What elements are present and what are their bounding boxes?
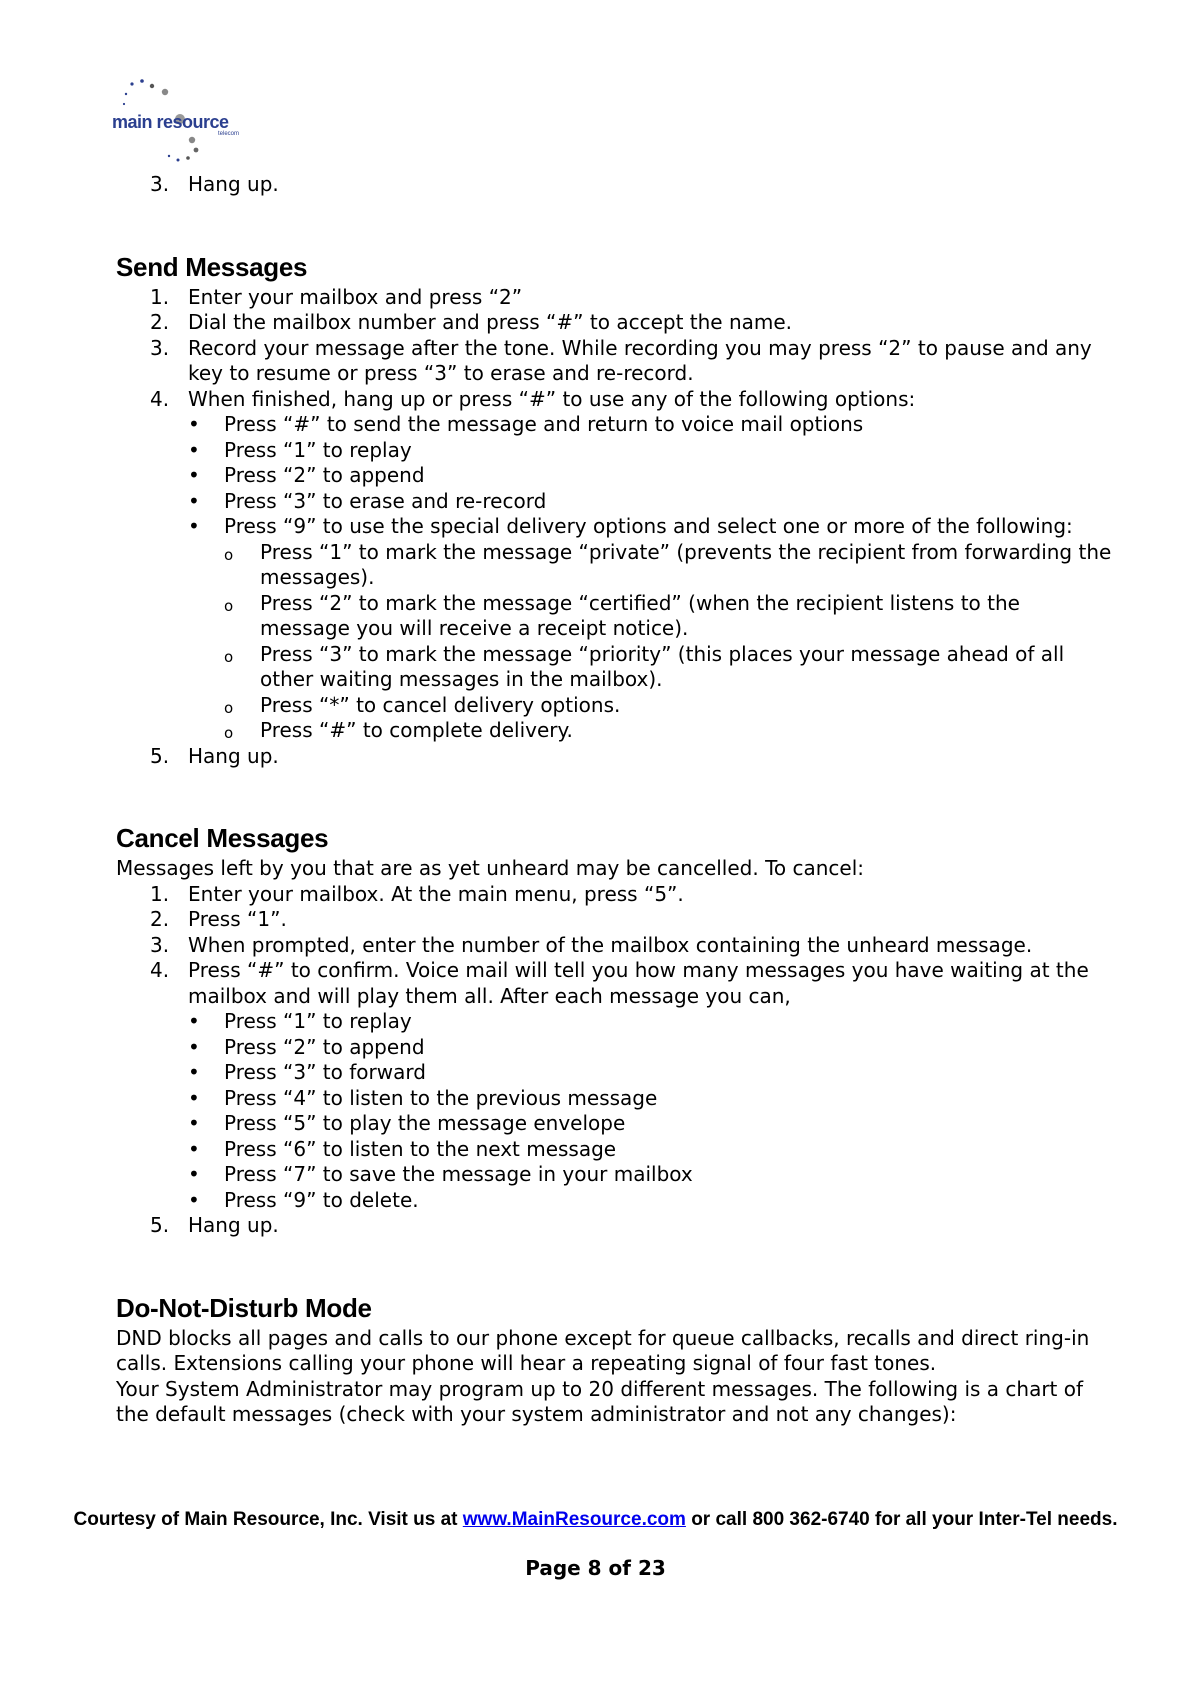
- circle-bullet-icon: o: [224, 596, 234, 615]
- bullet-text: Press “6” to listen to the next message: [224, 1136, 617, 1161]
- item-text: Press “#” to confirm. Voice mail will tell you how many messages you have waiting at the mailbox and will play them all. After each message you can,: [188, 958, 1089, 1008]
- bullet-icon: •: [188, 1111, 200, 1135]
- item-text: Hang up.: [188, 172, 279, 196]
- cancel-intro-text: Messages left by you that are as yet unheard may be cancelled. To cancel:: [116, 856, 865, 880]
- footer-courtesy-text: Courtesy of Main Resource, Inc. Visit us at: [73, 1509, 458, 1530]
- item-number: 4.: [150, 386, 170, 411]
- bullet-icon: •: [188, 1034, 200, 1059]
- bullet-text: Press “4” to listen to the previous message: [224, 1085, 658, 1110]
- sub-bullet-item: [116, 718, 1116, 744]
- circle-bullet-icon: o: [224, 698, 234, 717]
- item-number: 5.: [150, 1213, 170, 1237]
- section-heading-send-messages: Send Messages: [116, 251, 308, 282]
- list-item: [116, 285, 1116, 311]
- main-resource-link[interactable]: www.MainResource.com: [462, 1509, 686, 1530]
- item-text: Enter your mailbox. At the main menu, press “5”.: [188, 881, 684, 906]
- bullet-item: [116, 1035, 1116, 1061]
- bullet-item: [116, 1188, 1116, 1214]
- item-number: 3.: [150, 335, 170, 360]
- item-number: 2.: [150, 310, 170, 334]
- bullet-text: Press “2” to append: [224, 463, 425, 487]
- circle-bullet-icon: o: [224, 647, 234, 666]
- bullet-icon: •: [188, 488, 200, 513]
- item-text: Record your message after the tone. While recording you may press “2” to pause and any key to resume or press “3” to erase and re-record.: [188, 335, 1092, 385]
- bullet-icon: •: [188, 1009, 200, 1033]
- list-item: [116, 882, 1116, 908]
- bullet-icon: •: [188, 437, 200, 462]
- bullet-icon: •: [188, 1187, 200, 1212]
- bullet-icon: •: [188, 1060, 200, 1084]
- item-number: 1.: [150, 284, 170, 309]
- document-body: [116, 172, 1116, 1428]
- list-item: [116, 310, 1116, 336]
- bullet-item: [116, 1111, 1116, 1137]
- bullet-icon: •: [188, 514, 200, 538]
- list-item: [116, 1213, 1116, 1239]
- list-item: [116, 744, 1116, 770]
- list-item: [116, 933, 1116, 959]
- bullet-item: [116, 438, 1116, 464]
- section-heading-cancel-messages: Cancel Messages: [116, 823, 329, 853]
- page-number: Page 8 of 23: [525, 1556, 666, 1580]
- sub-bullet-text: Press “*” to cancel delivery options.: [260, 692, 621, 717]
- logo-wordmark: main resource: [112, 112, 229, 132]
- footer: [0, 1507, 1191, 1532]
- bullet-text: Press “2” to append: [224, 1034, 425, 1059]
- bullet-item: [116, 412, 1116, 438]
- item-text: Dial the mailbox number and press “#” to accept the name.: [188, 310, 793, 334]
- cancel-steps-list: [116, 882, 1116, 1239]
- bullet-text: Press “#” to send the message and return to voice mail options: [224, 412, 864, 436]
- bullet-icon: •: [188, 463, 200, 487]
- bullet-item: [116, 489, 1116, 515]
- sub-bullet-item: [116, 591, 1116, 642]
- list-item: [116, 387, 1116, 413]
- bullet-icon: •: [188, 1136, 200, 1161]
- send-steps-list: [116, 285, 1116, 770]
- list-item: [116, 958, 1116, 1009]
- bullet-item: [116, 1137, 1116, 1163]
- item-text: When prompted, enter the number of the mailbox containing the unheard message.: [188, 932, 1033, 957]
- sub-bullet-item: [116, 642, 1116, 693]
- bullet-text: Press “7” to save the message in your mailbox: [224, 1162, 693, 1186]
- item-text: Hang up.: [188, 1213, 279, 1237]
- bullet-item: [116, 1086, 1116, 1112]
- logo-subtitle: telecom: [218, 131, 240, 137]
- item-number: 2.: [150, 907, 170, 931]
- dnd-paragraph-2: Your System Administrator may program up to 20 different messages. The following is a chart of the default messages (check with your system administrator and not any changes):: [116, 1376, 1084, 1426]
- dnd-paragraph-1: DND blocks all pages and calls to our phone except for queue callbacks, recalls and direct ring-in calls. Extensions calling your phone will hear a repeating signal of four fast tones.: [116, 1325, 1090, 1375]
- bullet-text: Press “9” to use the special delivery options and select one or more of the following:: [224, 514, 1073, 538]
- item-text: Hang up.: [188, 743, 279, 768]
- circle-bullet-icon: o: [224, 724, 234, 742]
- sub-bullet-text: Press “3” to mark the message “priority” (this places your message ahead of all other waiting messages in the mailbox).: [260, 641, 1065, 691]
- bullet-text: Press “5” to play the message envelope: [224, 1111, 626, 1135]
- circle-bullet-icon: o: [224, 545, 234, 564]
- bullet-icon: •: [188, 1085, 200, 1110]
- bullet-item: [116, 1060, 1116, 1086]
- bullet-text: Press “3” to forward: [224, 1060, 426, 1084]
- bullet-text: Press “9” to delete.: [224, 1187, 419, 1212]
- footer-call-text: or call 800 362-6740 for all your Inter-Tel needs.: [691, 1509, 1118, 1530]
- bullet-text: Press “1” to replay: [224, 1009, 412, 1033]
- sub-bullet-item: [116, 540, 1116, 591]
- item-text: When finished, hang up or press “#” to use any of the following options:: [188, 386, 916, 411]
- bullet-item: [116, 514, 1116, 540]
- list-item: [116, 172, 1116, 198]
- bullet-item: [116, 1009, 1116, 1035]
- item-number: 4.: [150, 958, 170, 982]
- sub-bullet-text: Press “#” to complete delivery.: [260, 718, 573, 742]
- item-number: 5.: [150, 743, 170, 768]
- item-text: Enter your mailbox and press “2”: [188, 284, 523, 309]
- bullet-icon: •: [188, 412, 200, 436]
- bullet-icon: •: [188, 1162, 200, 1186]
- item-number: 1.: [150, 881, 170, 906]
- item-number: 3.: [150, 172, 170, 196]
- list-item: [116, 907, 1116, 933]
- bullet-text: Press “1” to replay: [224, 437, 412, 462]
- list-item: [116, 336, 1116, 387]
- sub-bullet-item: [116, 693, 1116, 719]
- bullet-text: Press “3” to erase and re-record: [224, 488, 547, 513]
- section-heading-dnd: Do-Not-Disturb Mode: [116, 1292, 372, 1323]
- main-resource-logo: [112, 78, 252, 170]
- bullet-item: [116, 1162, 1116, 1188]
- bullet-item: [116, 463, 1116, 489]
- item-text: Press “1”.: [188, 907, 287, 931]
- sub-bullet-text: Press “1” to mark the message “private” (prevents the recipient from forwarding the messages).: [260, 539, 1112, 589]
- sub-bullet-text: Press “2” to mark the message “certified” (when the recipient listens to the message you will receive a receipt notice).: [260, 590, 1020, 640]
- item-number: 3.: [150, 932, 170, 957]
